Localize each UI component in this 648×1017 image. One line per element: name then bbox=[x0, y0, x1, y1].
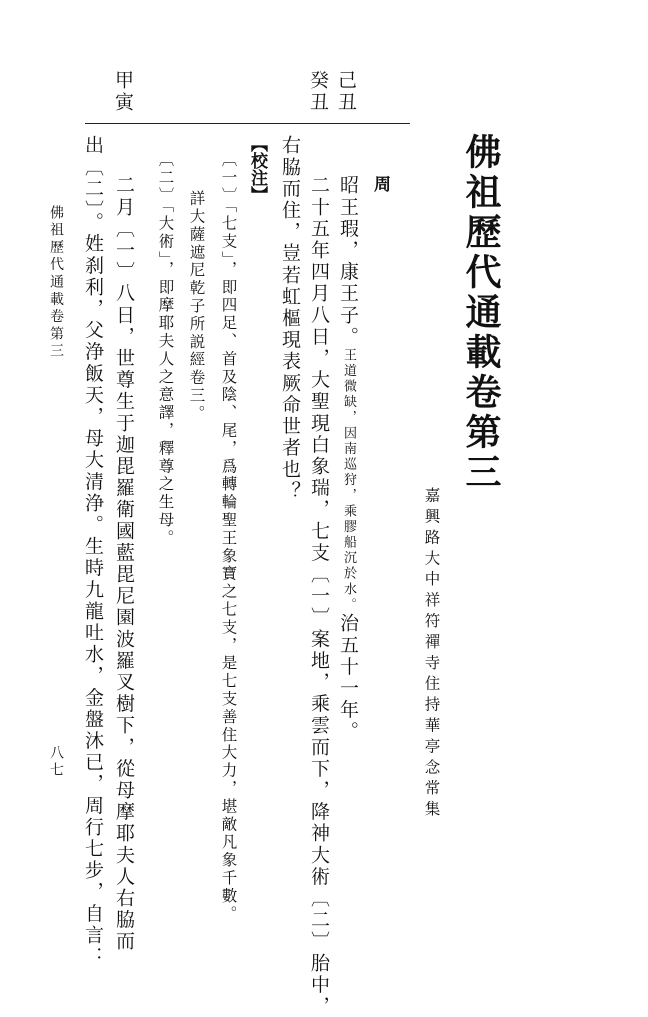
author-line: 嘉興路大中祥符禪寺住持華亭念常集 bbox=[422, 487, 441, 822]
main-text-line: 二月〔一〕八日，世尊生于迦毘羅衛國藍毘尼園波羅叉樹下，從母摩耶夫人右脇而 bbox=[113, 175, 135, 953]
main-text-line: 出〔二〕。姓刹利，父浄飯天，母大清浄。生時九龍吐水，金盤沐已，周行七步，自言： bbox=[82, 135, 104, 968]
collation-note: 〔一〕「七支」，即四足、首及陰、尾，爲轉輪聖王象寶之七支，是七支善住大力，堪敵凡象千數。 bbox=[219, 151, 238, 924]
year-label: 癸丑 bbox=[307, 70, 329, 114]
main-text-segment: 治五十一年。 bbox=[337, 613, 359, 743]
main-text-line: 二十五年四月八日，大聖現白象瑞，七支〔一〕案地，乘雲而下，降神大術〔二〕胎中， bbox=[308, 175, 330, 1017]
collation-note: 〔二〕「大術」，即摩耶夫人之意譯，釋尊之生母。 bbox=[156, 151, 175, 548]
collation-note: 詳大薩遮尼乾子所説經卷三。 bbox=[187, 190, 206, 423]
main-text-line bbox=[338, 175, 357, 743]
main-text-line: 右脇而住，豈若虹樞現表厥命世者也？ bbox=[279, 135, 301, 503]
collation-heading: 【校注】 bbox=[247, 135, 267, 203]
top-divider bbox=[85, 123, 410, 124]
running-header: 佛祖歷代通載卷第三 bbox=[48, 205, 64, 361]
year-label: 己丑 bbox=[335, 70, 357, 114]
dynasty-heading: 周 bbox=[370, 175, 390, 192]
inline-note: 王道微缺，因南巡狩，乘膠船沉於水。 bbox=[341, 347, 356, 614]
page-number: 八七 bbox=[48, 745, 64, 779]
book-title: 佛祖歷代通載卷第三 bbox=[460, 133, 502, 493]
year-label: 甲寅 bbox=[112, 70, 134, 114]
main-text-segment: 昭王瑕，康王子。 bbox=[337, 175, 359, 348]
